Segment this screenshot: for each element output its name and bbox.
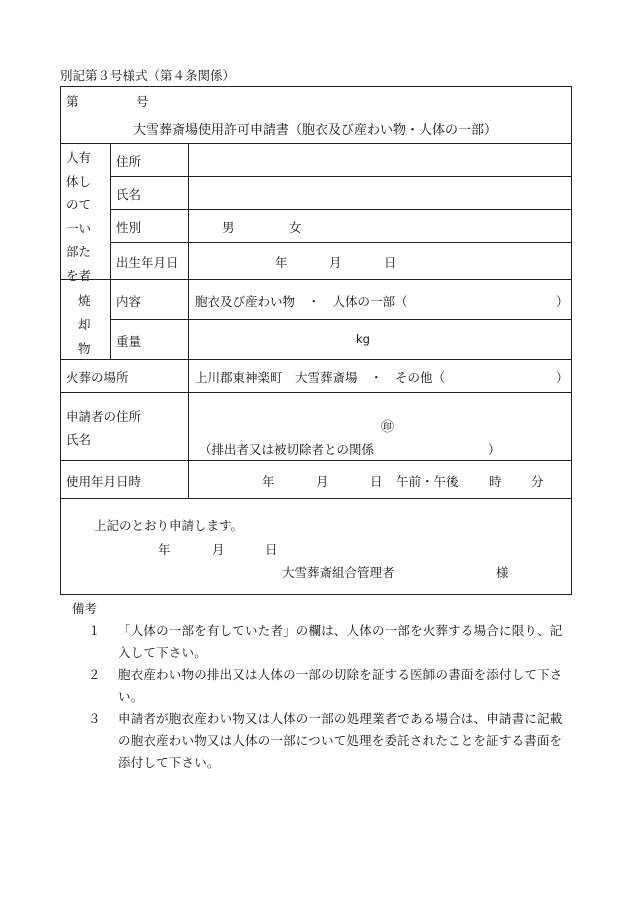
- address-label: 住所: [116, 154, 142, 169]
- note-number: ２: [88, 667, 101, 682]
- seal-mark: ㊞: [381, 420, 395, 435]
- usage-year-label: 年: [262, 474, 275, 489]
- birth-year-label: 年: [275, 255, 288, 270]
- weight-unit: kg: [356, 332, 370, 346]
- addressee: 大雪葬斎組合管理者: [282, 565, 395, 580]
- usage-datetime-label: 使用年月日時: [66, 474, 142, 489]
- applicant-name-label: 氏名: [66, 432, 92, 447]
- content-value[interactable]: 胞衣及び産わい物 ・ 人体の一部（: [195, 294, 408, 309]
- number-suffix: 号: [136, 94, 149, 109]
- notes-title: 備考: [72, 601, 98, 616]
- note-item: [70, 620, 570, 664]
- note-text: 申請者が胞衣産わい物又は人体の一部の処理業者である場合は、申請書に記載の胞衣産わい物又は人体の一部について処理を委託されたことを証する書面を添付して下さい。: [118, 711, 563, 770]
- note-item: [70, 708, 570, 774]
- form-title: 大雪葬斎場使用許可申請書（胞衣及び産わい物・人体の一部）: [133, 123, 498, 138]
- gender-male-option[interactable]: 男: [222, 220, 235, 235]
- address-field[interactable]: [190, 146, 570, 175]
- form-id: 別記第３号様式（第４条関係）: [60, 68, 236, 83]
- number-prefix: 第: [66, 94, 79, 109]
- relation-close: ）: [488, 442, 501, 457]
- cremation-place-label: 火葬の場所: [66, 370, 129, 385]
- cremation-place-value[interactable]: 上川郡東神楽町 大雪葬斎場 ・ その他（: [195, 370, 446, 385]
- ampm-option[interactable]: 午前・午後: [396, 474, 459, 489]
- gender-female-option[interactable]: 女: [289, 220, 302, 235]
- note-text: 「人体の一部を有していた者」の欄は、人体の一部を火葬する場合に限り、記入して下さい。: [118, 623, 563, 660]
- name-field[interactable]: [190, 179, 570, 208]
- gender-label: 性別: [116, 220, 142, 235]
- declaration-year: 年: [158, 542, 171, 557]
- addressee-honorific: 様: [496, 565, 509, 580]
- name-label: 氏名: [116, 187, 142, 202]
- applicant-address-label: 申請者の住所: [66, 409, 142, 424]
- content-close: ）: [556, 294, 569, 309]
- declaration-text: 上記のとおり申請します。: [94, 518, 244, 533]
- cremation-place-close: ）: [556, 370, 569, 385]
- usage-hour-label: 時: [489, 474, 502, 489]
- declaration-month: 月: [212, 542, 225, 557]
- note-item: [70, 664, 570, 708]
- weight-label: 重量: [116, 334, 142, 349]
- content-label: 内容: [116, 294, 142, 309]
- cremation-section-label: 焼 却 物: [78, 293, 91, 356]
- birthdate-label: 出生年月日: [116, 255, 179, 270]
- usage-day-label: 日: [370, 474, 383, 489]
- note-number: １: [88, 623, 101, 638]
- usage-month-label: 月: [316, 474, 329, 489]
- note-number: ３: [88, 711, 101, 726]
- usage-minute-label: 分: [531, 474, 544, 489]
- birth-month-label: 月: [329, 255, 342, 270]
- declaration-day: 日: [265, 542, 278, 557]
- relation-text: （排出者又は被切除者との関係: [199, 442, 375, 457]
- note-text: 胞衣産わい物の排出又は人体の一部の切除を証する医師の書面を添付して下さい。: [118, 667, 563, 704]
- birth-day-label: 日: [384, 255, 397, 270]
